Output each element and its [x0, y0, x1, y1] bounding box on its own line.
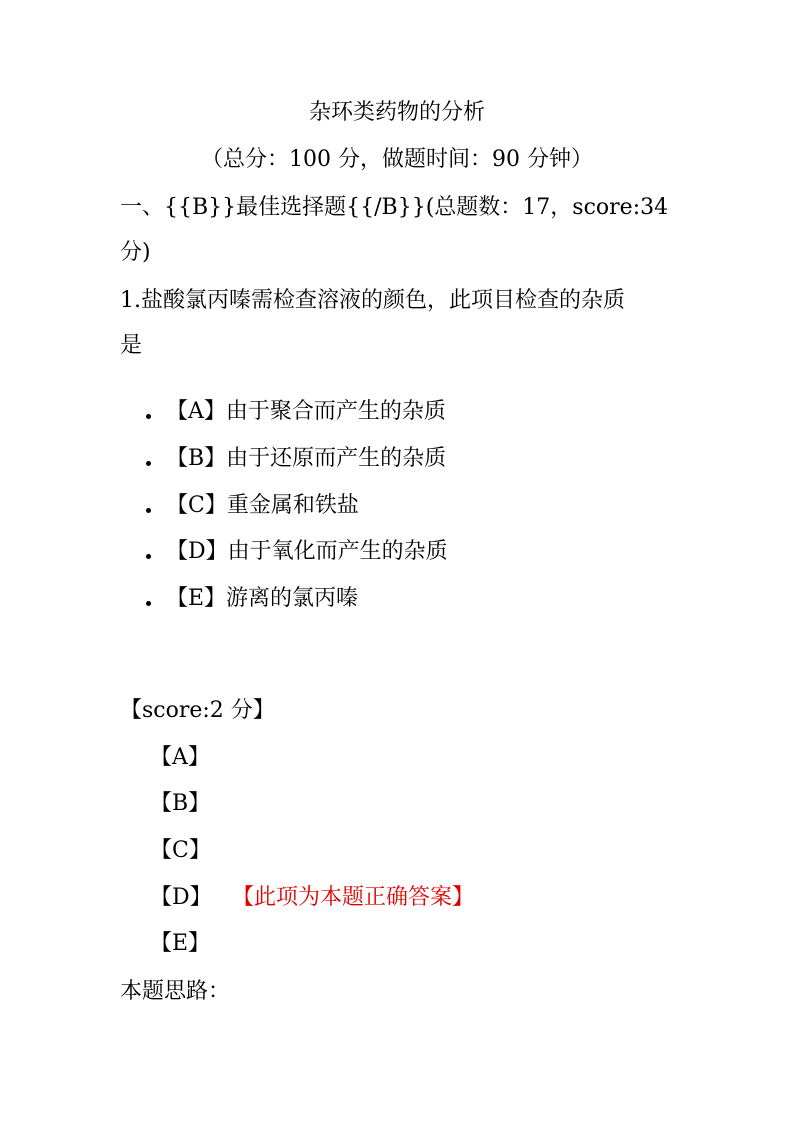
- answer-choice-e: 【E】: [150, 931, 211, 956]
- section-heading: 一、{{B}}最佳选择题{{/B}}(总题数：17，score:34: [120, 195, 669, 220]
- bullet-icon: [146, 414, 151, 419]
- section-heading-continued: 分): [120, 240, 151, 265]
- score-label: 【score:2 分】: [120, 698, 275, 723]
- option-b: 【B】由于还原而产生的杂质: [166, 446, 447, 471]
- option-e: 【E】游离的氯丙嗪: [166, 586, 359, 611]
- document-subtitle: （总分：100 分，做题时间：90 分钟）: [201, 147, 593, 172]
- question-stem-continued: 是: [120, 333, 143, 358]
- answer-choice-b: 【B】: [150, 791, 211, 816]
- bullet-icon: [146, 461, 151, 466]
- document-title: 杂环类药物的分析: [308, 100, 485, 125]
- explanation-label: 本题思路：: [120, 979, 231, 1004]
- answer-choice-d: 【D】: [150, 885, 212, 910]
- answer-choice-a: 【A】: [150, 745, 210, 770]
- option-c: 【C】重金属和铁盐: [166, 493, 359, 518]
- bullet-icon: [146, 554, 151, 559]
- option-d: 【D】由于氧化而产生的杂质: [166, 539, 448, 564]
- answer-choice-c: 【C】: [150, 838, 211, 863]
- question-stem: 1.盐酸氯丙嗪需检查溶液的颜色，此项目检查的杂质: [120, 288, 625, 313]
- option-a: 【A】由于聚合而产生的杂质: [166, 399, 446, 424]
- bullet-icon: [146, 601, 151, 606]
- correct-answer-note: 【此项为本题正确答案】: [232, 885, 475, 910]
- bullet-icon: [146, 508, 151, 513]
